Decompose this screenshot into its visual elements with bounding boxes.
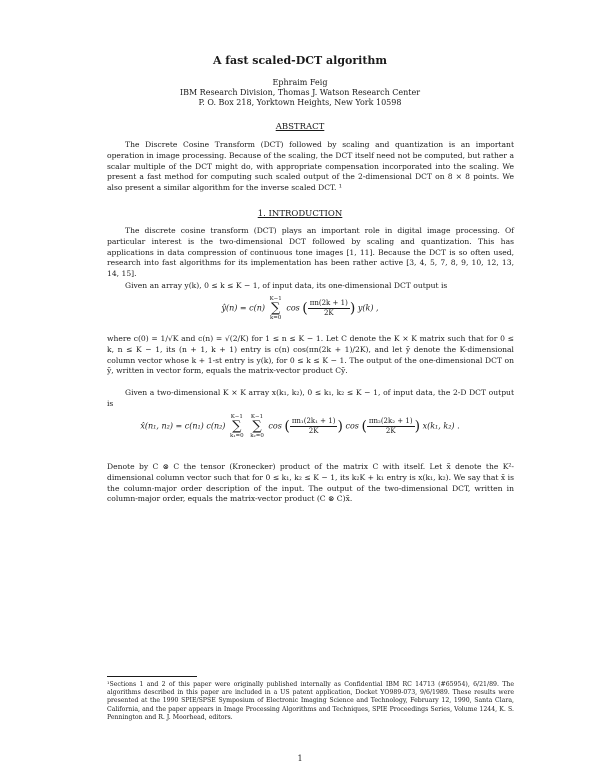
paper-title: A fast scaled-DCT algorithm bbox=[212, 54, 388, 67]
equation-2d-dct: x̂(n₁, n₂) = c(n₁) c(n₂) K−1 ∑ k₁=0 K−1 ∑ k₂=0 cos ( $\frac{\text{πn₁(2k₁ + 1)}}{2K}$ ) cos ( $\frac{\text{πn₂(2k₂ + 1)}}{2K}$ ) x(k₁, k₂) . bbox=[140, 414, 460, 439]
eq2-sum2-top: K−1 bbox=[250, 414, 264, 420]
footnote-rule bbox=[107, 676, 197, 677]
eq1-summation: K−1 ∑ k=0 bbox=[269, 296, 282, 321]
intro-paragraph-2: Given an array y(k), 0 ≤ k ≤ K − 1, of input data, its one-dimensional DCT output is bbox=[125, 281, 448, 290]
eq2-rhs: x(k₁, k₂) . bbox=[422, 421, 460, 431]
introduction-heading: 1. INTRODUCTION bbox=[257, 209, 343, 219]
intro-paragraph-3: where c(0) = 1/√K and c(n) = √(2/K) for 1 ≤ n ≤ K − 1. Let C denote the K × K matrix such that for 0 ≤ k, n ≤ K − 1, its (n + 1, k + 1) entry is c(n) cos(πn(2k + 1)/2K), and let ỹ denote the K-dimensional column vector whose k + 1-st entry is y(k), for 0 ≤ k ≤ K − 1. The output of the one-dimensional DCT on ỹ, written in vector form, equals the matrix-vector product Cỹ. bbox=[107, 334, 514, 376]
eq2-summation-2: K−1 ∑ k₂=0 bbox=[250, 414, 264, 439]
eq1-rhs: y(k) , bbox=[357, 303, 379, 313]
author-affiliation: IBM Research Division, Thomas J. Watson Research Center bbox=[179, 88, 421, 97]
eq1-numerator: πn(2k + 1) bbox=[309, 299, 348, 307]
eq2-lhs: x̂(n₁, n₂) = c(n₁) c(n₂) bbox=[140, 421, 226, 431]
eq2-numerator-2: πn₂(2k₂ + 1) bbox=[368, 417, 413, 425]
abstract-text: The Discrete Cosine Transform (DCT) followed by scaling and quantization is an important operation in image processing. Because of the scaling, the DCT itself need not be computed, but rather a scalar multiple of the DCT might do, with appropriate compensation incorporated into the scaling. We present a fast method for computing such scaled output of the 2-dimensional DCT on 8 × 8 points. We also present a similar algorithm for the inverse scaled DCT. ¹ bbox=[107, 140, 514, 193]
abstract-heading: ABSTRACT bbox=[275, 122, 325, 132]
eq1-sum-top: K−1 bbox=[269, 296, 282, 302]
eq2-denominator-1: 2K bbox=[308, 427, 319, 435]
equation-1d-dct: ŷ(n) = c(n) K−1 ∑ k=0 cos ( $\frac{\pi n(2k + 1)}{2K}$ ) y(k) , bbox=[221, 296, 379, 321]
author-name: Ephraim Feig bbox=[272, 78, 328, 87]
eq2-sum1-bottom: k₁=0 bbox=[229, 433, 244, 439]
eq1-lhs: ŷ(n) = c(n) bbox=[221, 303, 266, 313]
eq1-sum-bottom: k=0 bbox=[269, 315, 282, 321]
page-number: 1 bbox=[297, 754, 303, 763]
eq1-func: cos bbox=[286, 303, 300, 313]
intro-paragraph-5: Denote by C ⊗ C the tensor (Kronecker) product of the matrix C with itself. Let x̃ denote the K²-dimensional column vector such that for 0 ≤ k₁, k₂ ≤ K − 1, its k₂K + k₁ entry is x(k₁, k₂). We say that x̃ is the column-major order description of the input. The output of the two-dimensional DCT, written in column-major order, equals the matrix-vector product (C ⊗ C)x̃. bbox=[107, 462, 514, 504]
eq2-numerator-1: πn₁(2k₁ + 1) bbox=[291, 417, 336, 425]
eq2-summation-1: K−1 ∑ k₁=0 bbox=[229, 414, 244, 439]
eq2-sum1-top: K−1 bbox=[230, 414, 243, 420]
author-block bbox=[0, 78, 600, 108]
eq1-fraction bbox=[308, 299, 350, 318]
author-address: P. O. Box 218, Yorktown Heights, New York 10598 bbox=[198, 98, 402, 107]
footnote: ¹Sections 1 and 2 of this paper were originally published internally as Confidential IBM RC 14713 (#65954), 6/21/89. The algorithms described in this paper are included in a US patent application, Docket YO989-073, 9/6/1989. These results were presented at the 1990 SPIE/SPSE Symposium of Electronic Imaging Science and Technology, February 12, 1990, Santa Clara, California, and the paper appears in Image Processing Algorithms and Techniques, SPIE Proceedings Series, Volume 1244, K. S. Pennington and R. J. Moorhead, editors. bbox=[107, 681, 514, 721]
eq1-denominator: 2K bbox=[323, 309, 334, 317]
eq2-sum2-bottom: k₂=0 bbox=[250, 433, 264, 439]
eq2-func-2: cos bbox=[345, 421, 359, 431]
intro-paragraph-1: The discrete cosine transform (DCT) plays an important role in digital image processing. Of particular interest is the two-dimensional DCT followed by scaling and quantization. This has applications in data compression of continuous tone images [1, 11]. Because the DCT is so often used, research into fast algorithms for its implementation has been rather active [3, 4, 5, 7, 8, 9, 10, 12, 13, 14, 15]. bbox=[107, 226, 514, 279]
intro-paragraph-4: Given a two-dimensional K × K array x(k₁, k₂), 0 ≤ k₁, k₂ ≤ K − 1, of input data, the 2-D DCT output is bbox=[107, 388, 514, 408]
eq2-fraction-1 bbox=[290, 417, 338, 436]
eq2-denominator-2: 2K bbox=[385, 427, 396, 435]
eq2-func-1: cos bbox=[268, 421, 282, 431]
eq2-fraction-2 bbox=[367, 417, 415, 436]
